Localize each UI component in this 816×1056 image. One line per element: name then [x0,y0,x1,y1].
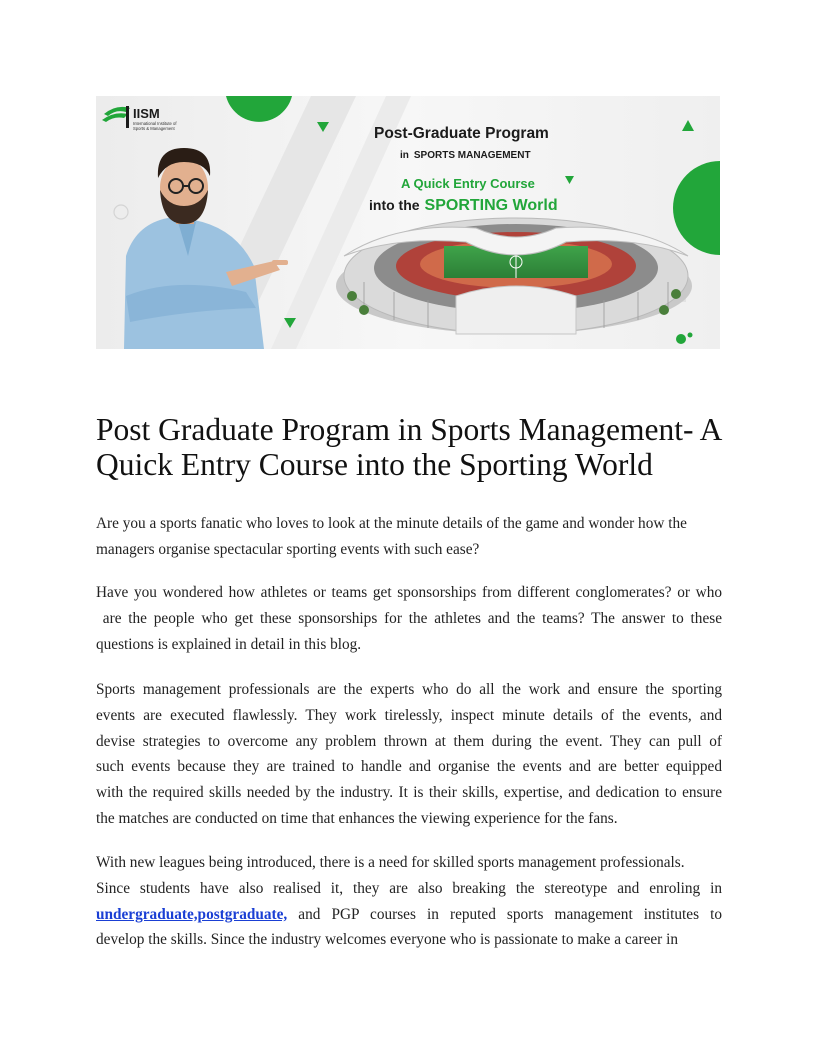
banner-line-4-main: SPORTING World [424,197,558,214]
logo-subtitle: Sports & Management [133,126,175,131]
paragraph-line: events are executed flawlessly. They work tirelessly, inspect minute details of the events, and [96,706,722,724]
dot-decor [676,334,686,344]
paragraph-line: devise strategies to overcome any problem thrown at them during the event. They can pull of [96,732,722,750]
paragraph-line: are the people who get these sponsorships for the athletes and the teams? The answer to these [96,609,722,627]
paragraph-line: Are you a sports fanatic who loves to look at the minute details of the game and wonder how the [96,515,687,532]
paragraph-line [96,902,722,928]
paragraph-line: develop the skills. Since the industry welcomes everyone who is passionate to make a career in [96,931,678,949]
article-title [96,412,736,482]
paragraph-line: Since students have also realised it, they are also breaking the stereotype and enroling in [96,879,722,897]
promo-banner [96,96,720,349]
banner-line-3: A Quick Entry Course [401,176,535,191]
banner-graphic [96,96,720,349]
paragraph-line: such events because they are trained to handle and organise the events and are better equipped [96,758,722,776]
logo-subtitle: International Institute of [133,121,177,126]
paragraph-line-rest: and PGP courses in reputed sports management institutes to [287,905,722,923]
paragraph-professionals [96,677,722,832]
courses-link[interactable]: undergraduate,postgraduate, [96,905,288,923]
paragraph-intro [96,511,722,563]
paragraph-line: with the required skills needed by the industry. It is their skills, expertise, and dedication to ensure [96,784,722,802]
paragraph-line: Sports management professionals are the experts who do all the work and ensure the sporting [96,681,722,698]
paragraph-line: the matches are conducted on time that enhances the viewing experience for the fans. [96,809,618,827]
paragraph-line: With new leagues being introduced, there is a need for skilled sports management professionals. [96,854,685,871]
article-title-line: Post Graduate Program in Sports Management- A [96,412,723,447]
paragraph-sponsorships [96,580,722,657]
article-title-line: Quick Entry Course into the Sporting World [96,447,653,482]
paragraph-line: Have you wondered how athletes or teams get sponsorships from different conglomerates? or who [96,584,722,601]
logo-title: IISM [133,106,160,121]
paragraph-line: managers organise spectacular sporting events with such ease? [96,540,480,558]
dot-decor [688,333,693,338]
stadium-illustration [336,218,692,334]
banner-line-2-main: SPORTS MANAGEMENT [413,150,531,161]
paragraph-leagues [96,850,722,953]
banner-line-2-prefix: in [400,150,409,161]
svg-text:into theSPORTING World [369,197,558,214]
banner-line-1: Post-Graduate Program [374,125,549,142]
paragraph-line: questions is explained in detail in this blog. [96,635,362,653]
banner-line-4-prefix: into the [369,197,420,213]
svg-text:inSPORTS MANAGEMENT [400,150,531,161]
